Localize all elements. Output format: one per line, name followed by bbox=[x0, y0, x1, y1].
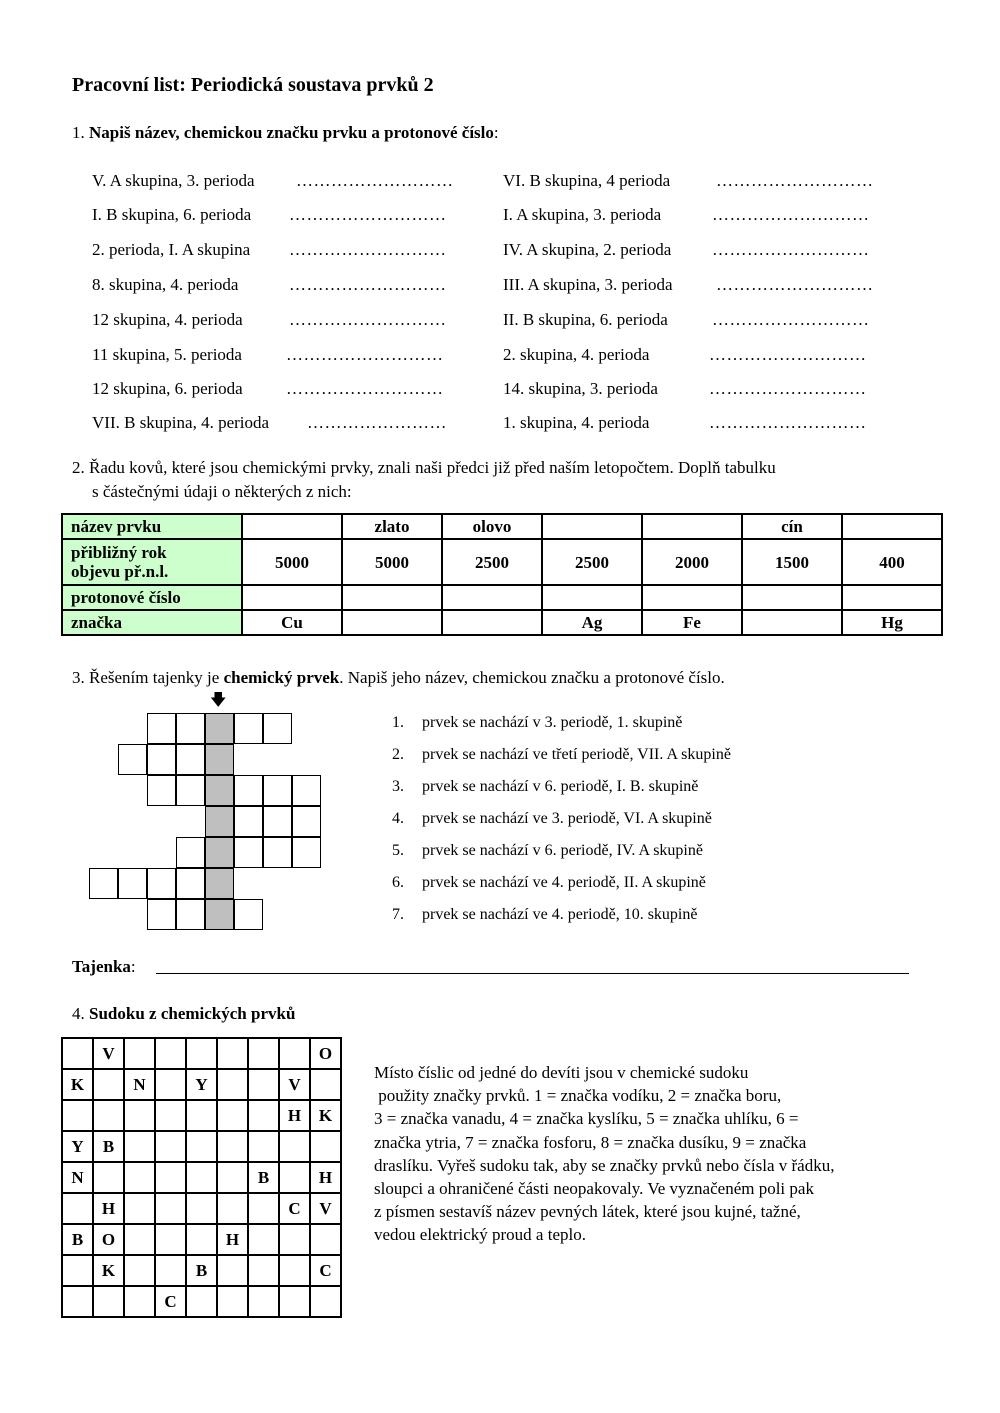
sudoku-cell[interactable]: B bbox=[186, 1255, 217, 1286]
q1-colon: : bbox=[493, 123, 499, 142]
crossword-cell[interactable] bbox=[263, 713, 292, 744]
instruction-line: použity značky prvků. 1 = značka vodíku, 2 = značka boru, bbox=[374, 1086, 782, 1106]
sudoku-cell[interactable] bbox=[217, 1193, 248, 1224]
table-cell[interactable] bbox=[242, 585, 342, 610]
crossword-solution-cell[interactable] bbox=[205, 868, 234, 899]
clue-number: 7. bbox=[392, 906, 404, 923]
answer-blank[interactable]: ……………………… bbox=[289, 310, 447, 329]
sudoku-row bbox=[62, 1131, 341, 1162]
q1-right-item: 14. skupina, 3. perioda bbox=[503, 379, 658, 398]
answer-blank[interactable]: ……………………… bbox=[709, 379, 867, 398]
sudoku-cell[interactable] bbox=[155, 1131, 186, 1162]
sudoku-cell[interactable] bbox=[217, 1131, 248, 1162]
sudoku-cell[interactable] bbox=[155, 1224, 186, 1255]
q3-heading bbox=[72, 668, 725, 688]
table-cell: 2000 bbox=[642, 539, 742, 585]
crossword-cell[interactable] bbox=[263, 837, 292, 868]
clue-item bbox=[392, 842, 703, 860]
sudoku-cell[interactable] bbox=[93, 1100, 124, 1131]
sudoku-row bbox=[62, 1069, 341, 1100]
clue-item bbox=[392, 810, 712, 828]
sudoku-cell[interactable]: O bbox=[310, 1038, 341, 1069]
sudoku-cell[interactable] bbox=[186, 1286, 217, 1317]
q1-prompt: Napiš název, chemickou značku prvku a protonové číslo bbox=[89, 123, 494, 142]
sudoku-cell[interactable]: K bbox=[93, 1255, 124, 1286]
q3-bold: chemický prvek bbox=[223, 668, 340, 687]
table-row bbox=[62, 514, 942, 539]
sudoku-cell[interactable] bbox=[93, 1069, 124, 1100]
sudoku-cell[interactable]: V bbox=[279, 1069, 310, 1100]
table-cell[interactable]: olovo bbox=[442, 514, 542, 539]
answer-blank[interactable]: ……………………… bbox=[712, 310, 870, 329]
sudoku-cell[interactable] bbox=[217, 1162, 248, 1193]
answer-blank[interactable]: ……………………… bbox=[289, 240, 447, 259]
answer-blank[interactable]: ……………………… bbox=[289, 205, 447, 224]
table-cell[interactable] bbox=[842, 514, 942, 539]
crossword-solution-cell[interactable] bbox=[205, 775, 234, 806]
crossword-solution-cell[interactable] bbox=[205, 899, 234, 930]
q1-left-item: 11 skupina, 5. perioda bbox=[92, 345, 242, 364]
table-row bbox=[62, 610, 942, 635]
q3-pre: 3. Řešením tajenky je bbox=[72, 668, 224, 687]
crossword-cell[interactable] bbox=[147, 744, 176, 775]
table-cell[interactable] bbox=[342, 585, 442, 610]
answer-blank[interactable]: ……………………… bbox=[712, 240, 870, 259]
table-row bbox=[62, 539, 942, 585]
table-cell[interactable] bbox=[742, 610, 842, 635]
instruction-line: vedou elektrický proud a teplo. bbox=[374, 1225, 586, 1245]
crossword-cell[interactable] bbox=[147, 899, 176, 930]
instruction-line: Místo číslic od jedné do devíti jsou v chemické sudoku bbox=[374, 1063, 749, 1082]
q1-right-item: III. A skupina, 3. perioda bbox=[503, 275, 673, 294]
sudoku-cell[interactable] bbox=[248, 1193, 279, 1224]
crossword-cell[interactable] bbox=[234, 713, 263, 744]
sudoku-row bbox=[62, 1100, 341, 1131]
row-label-year bbox=[62, 539, 242, 585]
crossword-cell[interactable] bbox=[147, 775, 176, 806]
crossword-cell[interactable] bbox=[176, 868, 205, 899]
answer-blank[interactable]: ……………………… bbox=[709, 345, 867, 364]
tajenka-label-text: Tajenka bbox=[72, 957, 131, 976]
page-title: Pracovní list: Periodická soustava prvků 2 bbox=[72, 74, 434, 96]
crossword-cell[interactable] bbox=[234, 837, 263, 868]
clue-text: prvek se nachází v 6. periodě, IV. A skupině bbox=[422, 842, 703, 859]
clue-number: 2. bbox=[392, 746, 404, 763]
crossword-solution-cell[interactable] bbox=[205, 837, 234, 868]
down-arrow-icon: 🡇 bbox=[210, 690, 227, 709]
q4-heading bbox=[72, 1004, 295, 1024]
table-cell: 1500 bbox=[742, 539, 842, 585]
q1-right-item: 2. skupina, 4. perioda bbox=[503, 345, 650, 364]
q1-right-item: II. B skupina, 6. perioda bbox=[503, 310, 668, 329]
crossword-cell[interactable] bbox=[292, 837, 321, 868]
sudoku-cell[interactable] bbox=[62, 1100, 93, 1131]
sudoku-cell[interactable] bbox=[155, 1255, 186, 1286]
crossword-cell[interactable] bbox=[118, 744, 147, 775]
sudoku-row bbox=[62, 1162, 341, 1193]
row-label-proton: protonové číslo bbox=[62, 585, 242, 610]
table-cell[interactable] bbox=[842, 585, 942, 610]
q1-left-item: 12 skupina, 4. perioda bbox=[92, 310, 243, 329]
sudoku-cell[interactable] bbox=[155, 1038, 186, 1069]
sudoku-cell[interactable] bbox=[62, 1286, 93, 1317]
instruction-line: sloupci a ohraničené části neopakovaly. Ve vyznačeném poli pak bbox=[374, 1179, 814, 1199]
sudoku-cell[interactable] bbox=[310, 1069, 341, 1100]
sudoku-cell[interactable]: Y bbox=[186, 1069, 217, 1100]
clue-number: 1. bbox=[392, 714, 404, 731]
clue-text: prvek se nachází v 6. periodě, I. B. skupině bbox=[422, 778, 699, 795]
clue-item bbox=[392, 714, 682, 732]
sudoku-grid bbox=[61, 1037, 342, 1318]
sudoku-row bbox=[62, 1255, 341, 1286]
table-cell[interactable] bbox=[642, 514, 742, 539]
sudoku-cell[interactable] bbox=[155, 1100, 186, 1131]
q4-number: 4. bbox=[72, 1004, 85, 1023]
answer-blank[interactable]: ……………………… bbox=[286, 345, 444, 364]
table-cell: 5000 bbox=[342, 539, 442, 585]
tajenka-colon: : bbox=[130, 957, 136, 976]
tajenka-answer-line[interactable] bbox=[156, 973, 909, 974]
sudoku-cell[interactable] bbox=[310, 1224, 341, 1255]
clue-item bbox=[392, 778, 698, 796]
table-cell[interactable]: Ag bbox=[542, 610, 642, 635]
sudoku-cell[interactable]: C bbox=[155, 1286, 186, 1317]
sudoku-cell[interactable] bbox=[155, 1069, 186, 1100]
clue-item bbox=[392, 874, 706, 892]
crossword-cell[interactable] bbox=[263, 806, 292, 837]
sudoku-cell[interactable] bbox=[186, 1038, 217, 1069]
table-cell[interactable]: Hg bbox=[842, 610, 942, 635]
q1-right-item: 1. skupina, 4. perioda bbox=[503, 413, 650, 432]
sudoku-cell[interactable]: C bbox=[279, 1193, 310, 1224]
q1-number: 1. bbox=[72, 123, 85, 142]
crossword-cell[interactable] bbox=[176, 775, 205, 806]
q1-left-item: 2. perioda, I. A skupina bbox=[92, 240, 251, 259]
sudoku-cell[interactable]: C bbox=[310, 1255, 341, 1286]
crossword-cell[interactable] bbox=[147, 868, 176, 899]
crossword-cell[interactable] bbox=[89, 868, 118, 899]
crossword-solution-cell[interactable] bbox=[205, 806, 234, 837]
sudoku-cell[interactable]: B bbox=[93, 1131, 124, 1162]
answer-blank[interactable]: ……………………… bbox=[286, 379, 444, 398]
sudoku-cell[interactable] bbox=[155, 1162, 186, 1193]
table-cell: 5000 bbox=[242, 539, 342, 585]
sudoku-cell[interactable] bbox=[248, 1255, 279, 1286]
sudoku-cell[interactable] bbox=[62, 1255, 93, 1286]
sudoku-cell[interactable] bbox=[217, 1286, 248, 1317]
sudoku-cell[interactable] bbox=[279, 1038, 310, 1069]
sudoku-cell[interactable] bbox=[62, 1038, 93, 1069]
sudoku-cell[interactable] bbox=[186, 1162, 217, 1193]
clue-number: 4. bbox=[392, 810, 404, 827]
crossword-cell[interactable] bbox=[176, 744, 205, 775]
crossword-cell[interactable] bbox=[234, 806, 263, 837]
table-cell[interactable]: Fe bbox=[642, 610, 742, 635]
sudoku-row bbox=[62, 1193, 341, 1224]
q2-text-line1: 2. Řadu kovů, které jsou chemickými prvky, znali naši předci již před naším letopočtem. Doplň tabulku bbox=[72, 458, 776, 477]
table-cell[interactable] bbox=[442, 610, 542, 635]
sudoku-row bbox=[62, 1286, 341, 1317]
sudoku-cell[interactable]: V bbox=[93, 1038, 124, 1069]
sudoku-cell[interactable]: N bbox=[62, 1162, 93, 1193]
sudoku-cell[interactable] bbox=[124, 1193, 155, 1224]
sudoku-cell[interactable] bbox=[248, 1100, 279, 1131]
answer-blank[interactable]: …………………… bbox=[307, 413, 447, 432]
q1-left-item: 12 skupina, 6. perioda bbox=[92, 379, 243, 398]
sudoku-cell[interactable] bbox=[186, 1100, 217, 1131]
sudoku-cell[interactable] bbox=[155, 1193, 186, 1224]
instruction-line: draslíku. Vyřeš sudoku tak, aby se značky prvků nebo čísla v řádku, bbox=[374, 1155, 835, 1175]
crossword-cell[interactable] bbox=[234, 775, 263, 806]
q1-right-item: I. A skupina, 3. perioda bbox=[503, 205, 662, 224]
crossword-cell[interactable] bbox=[292, 806, 321, 837]
instruction-line: 3 = značka vanadu, 4 = značka kyslíku, 5 = značka uhlíku, 6 = bbox=[374, 1109, 799, 1129]
crossword-cell[interactable] bbox=[118, 868, 147, 899]
sudoku-cell[interactable] bbox=[124, 1038, 155, 1069]
row-label-symbol: značka bbox=[62, 610, 242, 635]
answer-blank[interactable]: ……………………… bbox=[296, 171, 454, 190]
table-cell: 400 bbox=[842, 539, 942, 585]
table-cell[interactable] bbox=[542, 585, 642, 610]
sudoku-cell[interactable] bbox=[124, 1255, 155, 1286]
crossword-cell[interactable] bbox=[234, 899, 263, 930]
answer-blank[interactable]: ……………………… bbox=[709, 413, 867, 432]
metals-table bbox=[61, 513, 943, 636]
sudoku-cell[interactable] bbox=[279, 1131, 310, 1162]
table-cell: 2500 bbox=[442, 539, 542, 585]
sudoku-cell[interactable] bbox=[124, 1162, 155, 1193]
sudoku-cell[interactable] bbox=[279, 1162, 310, 1193]
sudoku-cell[interactable] bbox=[279, 1224, 310, 1255]
q4-title: Sudoku z chemických prvků bbox=[89, 1004, 296, 1023]
sudoku-cell[interactable]: B bbox=[248, 1162, 279, 1193]
sudoku-cell[interactable] bbox=[248, 1286, 279, 1317]
q1-left-item: 8. skupina, 4. perioda bbox=[92, 275, 239, 294]
clue-item bbox=[392, 746, 731, 764]
answer-blank[interactable]: ……………………… bbox=[712, 205, 870, 224]
sudoku-cell[interactable] bbox=[217, 1038, 248, 1069]
sudoku-row bbox=[62, 1224, 341, 1255]
sudoku-cell[interactable] bbox=[93, 1162, 124, 1193]
sudoku-cell[interactable]: H bbox=[310, 1162, 341, 1193]
table-cell[interactable] bbox=[542, 514, 642, 539]
crossword-cell[interactable] bbox=[176, 713, 205, 744]
clue-number: 5. bbox=[392, 842, 404, 859]
table-cell[interactable] bbox=[642, 585, 742, 610]
table-cell[interactable]: Cu bbox=[242, 610, 342, 635]
sudoku-cell[interactable] bbox=[186, 1224, 217, 1255]
sudoku-cell[interactable]: O bbox=[93, 1224, 124, 1255]
q1-left-item: VII. B skupina, 4. perioda bbox=[92, 413, 270, 432]
sudoku-cell[interactable] bbox=[279, 1255, 310, 1286]
sudoku-cell[interactable]: K bbox=[62, 1069, 93, 1100]
sudoku-cell[interactable] bbox=[248, 1224, 279, 1255]
table-cell[interactable] bbox=[742, 585, 842, 610]
crossword-solution-cell[interactable] bbox=[205, 744, 234, 775]
table-cell[interactable] bbox=[442, 585, 542, 610]
clue-text: prvek se nachází ve třetí periodě, VII. A skupině bbox=[422, 746, 731, 763]
sudoku-cell[interactable] bbox=[217, 1255, 248, 1286]
crossword-cell[interactable] bbox=[292, 775, 321, 806]
q1-right-item: VI. B skupina, 4 perioda bbox=[503, 171, 671, 190]
q1-left-item: V. A skupina, 3. perioda bbox=[92, 171, 255, 190]
table-row bbox=[62, 585, 942, 610]
sudoku-cell[interactable] bbox=[186, 1193, 217, 1224]
instruction-line: z písmen sestavíš název pevných látek, které jsou kujné, tažné, bbox=[374, 1202, 801, 1222]
sudoku-cell[interactable]: H bbox=[93, 1193, 124, 1224]
q2-text-line2: s částečnými údaji o některých z nich: bbox=[92, 482, 352, 501]
answer-blank[interactable]: ……………………… bbox=[716, 171, 874, 190]
q3-post: . Napiš jeho název, chemickou značku a protonové číslo. bbox=[339, 668, 725, 687]
table-cell[interactable]: zlato bbox=[342, 514, 442, 539]
crossword-cell[interactable] bbox=[176, 899, 205, 930]
crossword-solution-cell[interactable] bbox=[205, 713, 234, 744]
q1-heading bbox=[72, 123, 499, 143]
sudoku-cell[interactable] bbox=[217, 1100, 248, 1131]
sudoku-cell[interactable] bbox=[279, 1286, 310, 1317]
sudoku-cell[interactable] bbox=[62, 1193, 93, 1224]
sudoku-row bbox=[62, 1038, 341, 1069]
crossword-cell[interactable] bbox=[176, 837, 205, 868]
row-label-year-line1: přibližný rok bbox=[71, 543, 167, 562]
sudoku-cell[interactable] bbox=[124, 1286, 155, 1317]
crossword-cell[interactable] bbox=[147, 713, 176, 744]
q1-right-item: IV. A skupina, 2. perioda bbox=[503, 240, 672, 259]
sudoku-cell[interactable] bbox=[124, 1100, 155, 1131]
sudoku-instructions bbox=[374, 1061, 834, 1247]
sudoku-cell[interactable]: V bbox=[310, 1193, 341, 1224]
sudoku-cell[interactable] bbox=[93, 1286, 124, 1317]
answer-blank[interactable]: ……………………… bbox=[716, 275, 874, 294]
sudoku-cell[interactable]: N bbox=[124, 1069, 155, 1100]
sudoku-cell[interactable]: Y bbox=[62, 1131, 93, 1162]
sudoku-cell[interactable] bbox=[310, 1131, 341, 1162]
clue-text: prvek se nachází ve 4. periodě, II. A skupině bbox=[422, 874, 706, 891]
table-cell[interactable] bbox=[242, 514, 342, 539]
sudoku-cell[interactable]: H bbox=[279, 1100, 310, 1131]
sudoku-cell[interactable] bbox=[248, 1069, 279, 1100]
clue-text: prvek se nachází ve 3. periodě, VI. A skupině bbox=[422, 810, 712, 827]
q1-left-item: I. B skupina, 6. perioda bbox=[92, 205, 252, 224]
sudoku-cell[interactable] bbox=[248, 1131, 279, 1162]
row-label-name: název prvku bbox=[62, 514, 242, 539]
instruction-line: značka ytria, 7 = značka fosforu, 8 = značka dusíku, 9 = značka bbox=[374, 1132, 807, 1152]
clue-number: 6. bbox=[392, 874, 404, 891]
answer-blank[interactable]: ……………………… bbox=[289, 275, 447, 294]
sudoku-cell[interactable]: H bbox=[217, 1224, 248, 1255]
row-label-year-line2: objevu př.n.l. bbox=[71, 562, 169, 581]
clue-text: prvek se nachází v 3. periodě, 1. skupině bbox=[422, 714, 683, 731]
sudoku-cell[interactable] bbox=[124, 1131, 155, 1162]
sudoku-cell[interactable]: K bbox=[310, 1100, 341, 1131]
sudoku-cell[interactable] bbox=[124, 1224, 155, 1255]
crossword-cell[interactable] bbox=[263, 775, 292, 806]
sudoku-cell[interactable]: B bbox=[62, 1224, 93, 1255]
sudoku-cell[interactable] bbox=[186, 1131, 217, 1162]
clue-number: 3. bbox=[392, 778, 404, 795]
table-cell[interactable] bbox=[342, 610, 442, 635]
clue-text: prvek se nachází ve 4. periodě, 10. skupině bbox=[422, 906, 698, 923]
table-cell: 2500 bbox=[542, 539, 642, 585]
tajenka-label bbox=[72, 957, 136, 977]
table-cell[interactable]: cín bbox=[742, 514, 842, 539]
sudoku-cell[interactable] bbox=[248, 1038, 279, 1069]
sudoku-cell[interactable] bbox=[310, 1286, 341, 1317]
clue-item bbox=[392, 906, 697, 924]
sudoku-cell[interactable] bbox=[217, 1069, 248, 1100]
